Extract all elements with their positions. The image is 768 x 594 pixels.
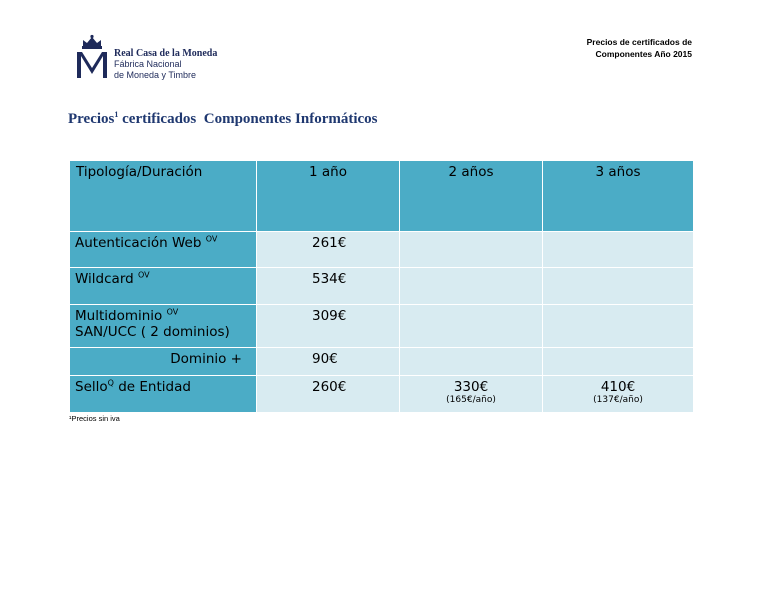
- crown-m-emblem-icon: [74, 34, 110, 82]
- price-cell: [543, 305, 694, 348]
- row-label: Sello$^Q$ de Entidad: [70, 376, 257, 413]
- price-cell: [400, 348, 543, 376]
- logo-line-1: Real Casa de la Moneda: [114, 48, 218, 59]
- price-cell: [400, 232, 543, 268]
- page-title: [68, 111, 378, 128]
- row-label: Wildcard $^{OV}$: [70, 268, 257, 305]
- title-text: Precios: [68, 111, 115, 127]
- price-cell: 330€ (165€/año): [400, 376, 543, 413]
- table-row: [70, 232, 694, 268]
- price-cell: 410€ (137€/año): [543, 376, 694, 413]
- table-row: [70, 268, 694, 305]
- price-cell: 534€: [257, 268, 400, 305]
- row-label: Dominio +: [70, 348, 257, 376]
- table-header-row: [70, 161, 694, 232]
- logo-line-3: de Moneda y Timbre: [114, 70, 197, 80]
- price-cell: 90€: [257, 348, 400, 376]
- header-line-1: Precios de certificados de: [586, 37, 692, 47]
- price-cell: 261€: [257, 232, 400, 268]
- title-rest: certificados Componentes Informáticos: [118, 111, 378, 127]
- header-cell: Tipología/Duración: [70, 161, 257, 232]
- header-line-2: Componentes Año 2015: [595, 49, 692, 59]
- row-label: Multidominio $^{OV}$ SAN/UCC ( 2 dominios): [70, 305, 257, 348]
- header-cell: 3 años: [543, 161, 694, 232]
- price-cell: [400, 305, 543, 348]
- price-cell: [400, 268, 543, 305]
- price-cell: [543, 232, 694, 268]
- table-row: [70, 348, 694, 376]
- header-right: [587, 36, 692, 60]
- logo-line-2: Fábrica Nacional: [114, 59, 182, 69]
- footnote: ¹Precios sin iva: [69, 414, 120, 423]
- table-row: [70, 376, 694, 413]
- fnmt-logo: [74, 34, 234, 82]
- header-cell: 2 años: [400, 161, 543, 232]
- title-sup: 1: [114, 110, 119, 119]
- header-cell: 1 año: [257, 161, 400, 232]
- price-cell: [543, 348, 694, 376]
- price-table: [69, 160, 694, 413]
- price-cell: [543, 268, 694, 305]
- price-cell: 260€: [257, 376, 400, 413]
- price-cell: 309€: [257, 305, 400, 348]
- row-label: Autenticación Web $^{OV}$: [70, 232, 257, 268]
- table-row: [70, 305, 694, 348]
